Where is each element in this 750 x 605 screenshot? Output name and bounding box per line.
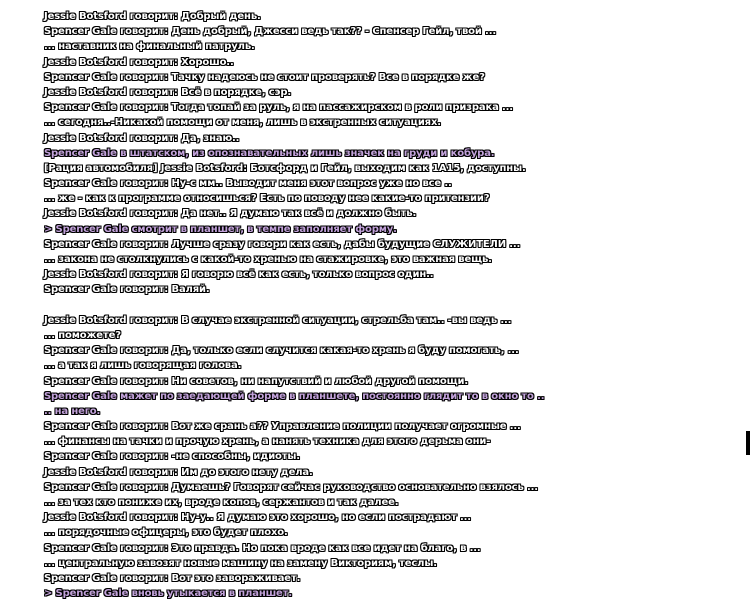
chat-message-line: Spencer Gale говорит: Вот это завораживает. bbox=[44, 572, 301, 584]
chat-message-line: Jessie Botsford говорит: В случае экстренной ситуации, стрельба там.. -вы ведь ... bbox=[44, 314, 512, 326]
chat-action-line: Spencer Gale мажет по заедающей форме в планшете, постоянно глядит то в окно то .. bbox=[44, 390, 545, 402]
chat-blank-line bbox=[44, 298, 744, 313]
chat-message-line: Spencer Gale говорит: Это правда. Но пока вроде как все идет на благо, в ... bbox=[44, 542, 481, 554]
chat-message-line: Spencer Gale говорит: Ни советов, ни напутствий и любой другой помощи. bbox=[44, 375, 469, 387]
chat-message-line: ... порядочные офицеры, это будет плохо. bbox=[44, 527, 288, 539]
chat-message-line: Jessie Botsford говорит: Всё в порядке, сэр. bbox=[44, 86, 291, 98]
chat-log bbox=[44, 9, 744, 601]
chat-message-line: Spencer Gale говорит: Ну-с мм.. Выводит меня этот вопрос уже но все .. bbox=[44, 178, 452, 190]
chat-message-line: Spencer Gale говорит: -не способны, идиоты. bbox=[44, 451, 300, 463]
chat-message-line: Jessie Botsford говорит: Я говорю всё как есть, только вопрос один.. bbox=[44, 269, 434, 281]
chat-message-line: Spencer Gale говорит: Вот же срань а?? Управление полиции получает огромные ... bbox=[44, 421, 521, 433]
chat-message-line: Jessie Botsford говорит: Да нет.. Я думаю так всё и должно быть. bbox=[44, 208, 417, 220]
chat-message-line: Spencer Gale говорит: Тогда топай за руль, я на пассажирском в роли призрака ... bbox=[44, 102, 513, 114]
chat-message-line: ... наставник на финальный патруль. bbox=[44, 41, 255, 53]
chat-message-line: Jessie Botsford говорит: Им до этого нету дела. bbox=[44, 466, 313, 478]
scrollbar-edge-marker bbox=[746, 431, 750, 455]
chat-message-line: Jessie Botsford говорит: Да, знаю.. bbox=[44, 132, 240, 144]
chat-message-line: ... поможете? bbox=[44, 329, 121, 341]
chat-message-line: ... закона не столкнулись с какой-то хренью на стажировке, это важная вещь. bbox=[44, 254, 492, 265]
chat-message-line: ... а так я лишь говорящая голова. bbox=[44, 360, 242, 372]
chat-message-line: ... за тех кто пониже их, вроде копов, сержантов и так далее. bbox=[44, 497, 399, 508]
chat-action-line: .. на него. bbox=[44, 405, 101, 417]
chat-message-line: ... финансы на тачки и прочую хрень, а нанять техника для этого дерьма они- bbox=[44, 436, 491, 448]
chat-message-line: Spencer Gale говорит: День добрый, Джесси ведь так?? - Спенсер Гейл, твой ... bbox=[44, 26, 496, 38]
chat-action-line: > Spencer Gale вновь утыкается в планшет. bbox=[44, 588, 292, 600]
chat-message-line: [Рация автомобиля] Jessie Botsford: Ботсфорд и Гейл, выходим как 1A15, доступны. bbox=[44, 162, 526, 174]
chat-message-line: Spencer Gale говорит: Думаешь? Говорят сейчас руководство основательно взялось ... bbox=[44, 481, 538, 493]
chat-message-line: Spencer Gale говорит: Да, только если случится какая-то хрень я буду помогать, ... bbox=[44, 345, 519, 357]
chat-message-line: ... сегодня..-Никакой помощи от меня, лишь в экстренных ситуациях. bbox=[44, 117, 441, 129]
chat-message-line: Spencer Gale говорит: Тачку надеюсь не стоит проверять? Все в порядке же? bbox=[44, 71, 485, 83]
chat-message-line: Jessie Botsford говорит: Ну-у.. Я думаю это хорошо, но если пострадают ... bbox=[44, 512, 471, 524]
chat-message-line: ... центральную завозят новые машину на замену Викториям, теслы. bbox=[44, 557, 437, 569]
chat-message-line: Spencer Gale говорит: Лучше сразу говори как есть, дабы будущие СЛУЖИТЕЛИ ... bbox=[44, 238, 521, 250]
chat-message-line: Jessie Botsford говорит: Добрый день. bbox=[44, 11, 261, 22]
chat-message-line: ... же - как к программе относишься? Есть по поводу нее какие-то притензии? bbox=[44, 193, 490, 205]
chat-message-line: Spencer Gale говорит: Валяй. bbox=[44, 284, 210, 296]
chat-action-line: Spencer Gale в штатском, из опознавательных лишь значек на груди и кобура. bbox=[44, 147, 495, 159]
chat-action-line: > Spencer Gale смотрит в планшет, в темпе заполняет форму. bbox=[44, 223, 397, 235]
chat-message-line: Jessie Botsford говорит: Хорошо.. bbox=[44, 56, 234, 68]
